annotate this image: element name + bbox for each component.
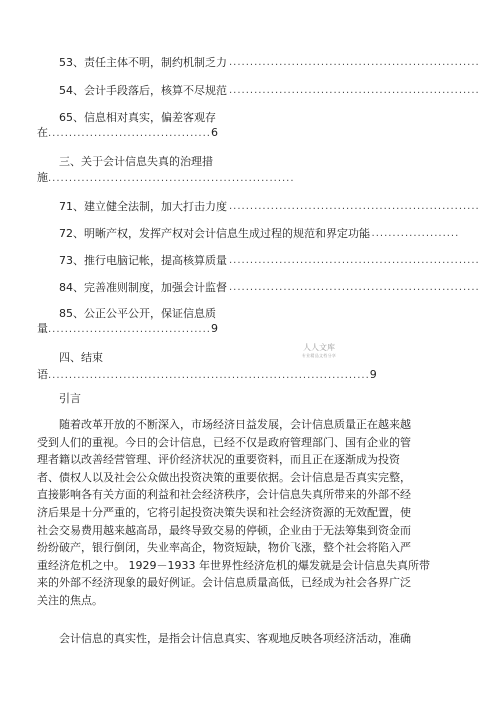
paragraph-line: 来的外部不经济现象的最好例证。会计信息质量高低，已经成为社会各界广泛 — [37, 576, 411, 590]
paragraph-line: 重经济危机之中。 1929－1933 年世界性经济危机的爆发就是会计信息失真所带 — [37, 558, 430, 572]
toc-item-label: 施 — [37, 171, 48, 184]
paragraph-line: 随着改革开放的不断深入，市场经济日益发展，会计信息质量正在越来越 — [59, 418, 411, 431]
toc-leader-dots: ............................................................................. — [48, 370, 370, 381]
toc-leader-dots: ........................................................... — [48, 173, 295, 184]
intro-paragraph-2: 会计信息的真实性，是指会计信息真实、客观地反映各项经济活动，准确 — [59, 632, 411, 645]
toc-leader-dots: ............................................................ — [229, 57, 480, 68]
toc-leader-dots: ............................................................ — [229, 201, 480, 212]
toc-item-label: 73、推行电脑记帐，提高核算质量 — [59, 254, 227, 267]
toc-section-3-line1[interactable]: 三、关于会计信息失真的治理措 — [59, 155, 213, 168]
toc-item-label: 量 — [37, 322, 48, 335]
toc-page-number: 6 — [210, 126, 218, 139]
toc-leader-dots: ............................................................ — [229, 255, 480, 266]
toc-item-label: 84、完善准则制度，加强会计监督 — [59, 281, 227, 294]
intro-paragraph-1 — [37, 416, 447, 610]
toc-section-3-line2[interactable] — [37, 171, 295, 186]
paragraph-line: 者、债权人以及社会公众做出投资决策的重要依据。会计信息是否真实完整， — [37, 470, 411, 484]
paragraph-line: 受到人们的重视。今日的会计信息，已经不仅是政府管理部门、国有企业的管 — [37, 435, 411, 449]
watermark-subtitle: 专业精品文档分享 — [301, 353, 337, 358]
toc-item-label: 72、明晰产权，发挥产权对会计信息生成过程的规范和界定功能 — [59, 227, 370, 240]
toc-item-71[interactable] — [59, 200, 480, 214]
paragraph-line: 直接影响各有关方面的利益和社会经济秩序，会计信息失真所带来的外部不经 — [37, 488, 411, 502]
toc-section-4-line1[interactable]: 四、结束 — [59, 351, 103, 364]
toc-item-label: 语 — [37, 368, 48, 381]
paragraph-line: 济后果是十分严重的，它将引起投资决策失误和社会经济资源的无效配置，使 — [37, 505, 411, 519]
toc-item-72[interactable] — [59, 227, 460, 241]
toc-leader-dots: ............................................................ — [229, 282, 480, 293]
toc-page-number: 9 — [210, 322, 218, 335]
toc-item-85-line2[interactable] — [37, 322, 218, 337]
toc-item-54[interactable] — [59, 84, 480, 98]
watermark-logo — [296, 343, 342, 358]
paragraph-line: 理者籍以改善经营管理、评价经济状况的重要资料，而且正在逐渐成为投资 — [37, 453, 400, 467]
toc-item-label: 54、会计手段落后，核算不尽规范 — [59, 84, 227, 97]
toc-item-85-line1[interactable]: 85、公正公平公开，保证信息质 — [59, 307, 216, 320]
toc-leader-dots: ............................................................ — [229, 85, 480, 96]
intro-heading: 引言 — [59, 392, 81, 405]
toc-page-number: 9 — [369, 368, 377, 381]
toc-leader-dots: ....................................... — [48, 324, 211, 335]
toc-item-65-line1[interactable]: 65、信息相对真实，偏差客观存 — [59, 111, 216, 124]
toc-leader-dots: ....................................... — [48, 128, 211, 139]
toc-item-73[interactable] — [59, 254, 480, 268]
paragraph-line: 纷纷破产，银行倒闭，失业率高企，物资短缺，物价飞涨，整个社会将陷入严 — [37, 541, 411, 555]
paragraph-line: 关注的焦点。 — [37, 593, 103, 607]
toc-item-65-line2[interactable] — [37, 126, 218, 141]
toc-leader-dots: ........................ — [359, 228, 460, 239]
toc-section-4-line2[interactable] — [37, 368, 377, 383]
paragraph-line: 社会交易费用越来越高昂，最终导致交易的停顿，企业由于无法筹集到资金而 — [37, 523, 411, 537]
toc-item-label: 在 — [37, 126, 48, 139]
toc-item-53[interactable] — [59, 56, 480, 70]
toc-item-label: 71、建立健全法制，加大打击力度 — [59, 200, 227, 213]
toc-item-84[interactable] — [59, 281, 480, 295]
watermark-title: 人人文库 — [303, 343, 335, 352]
toc-item-label: 53、责任主体不明，制约机制乏力 — [59, 56, 227, 69]
